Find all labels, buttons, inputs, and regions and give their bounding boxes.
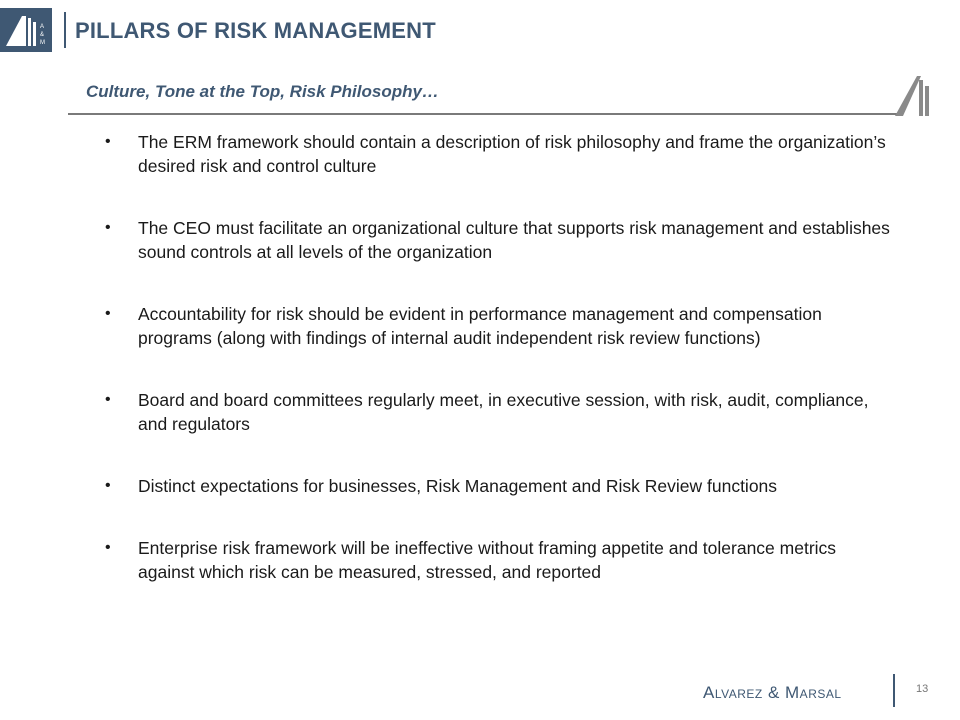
bullet-marker: • [105,539,111,556]
brand-mark-icon [893,72,935,118]
footer-divider [893,674,895,707]
bullet-text: Enterprise risk framework will be ineffective without framing appetite and tolerance metrics against which risk can be measured, stressed, and reported [138,538,837,582]
bullet-marker: • [105,219,111,236]
svg-text:&: & [40,32,45,38]
bullet-text: Distinct expectations for businesses, Risk Management and Risk Review functions [138,476,778,496]
bullet-marker: • [105,391,111,408]
list-item [105,302,895,350]
page-title: PILLARS OF RISK MANAGEMENT [75,18,436,43]
bullet-text: Board and board committees regularly meet, in executive session, with risk, audit, compliance, and regulators [138,390,869,434]
alvarez-marsal-logo-icon [0,8,52,52]
bullet-text: The CEO must facilitate an organizational culture that supports risk management and establishes sound controls at all levels of the organization [138,218,890,262]
bullet-marker: • [105,305,111,322]
list-item [105,536,895,584]
header-divider [64,12,66,48]
list-item [105,474,895,498]
section-subtitle: Culture, Tone at the Top, Risk Philosophy… [86,82,439,101]
list-item [105,130,895,178]
company-logo [0,8,52,52]
bullet-text: Accountability for risk should be evident in performance management and compensation programs (along with findings of internal audit independent risk review functions) [138,304,822,348]
list-item [105,388,895,436]
footer-brand-name: Alvarez & Marsal [703,683,842,702]
page-number: 13 [916,683,929,695]
bullet-list [105,130,895,584]
list-item [105,216,895,264]
svg-text:M: M [40,40,45,46]
bullet-text: The ERM framework should contain a description of risk philosophy and frame the organization’s desired risk and control culture [138,132,886,176]
svg-text:A: A [40,24,45,30]
subtitle-rule [68,113,902,115]
bullet-marker: • [105,477,111,494]
bullet-marker: • [105,133,111,150]
